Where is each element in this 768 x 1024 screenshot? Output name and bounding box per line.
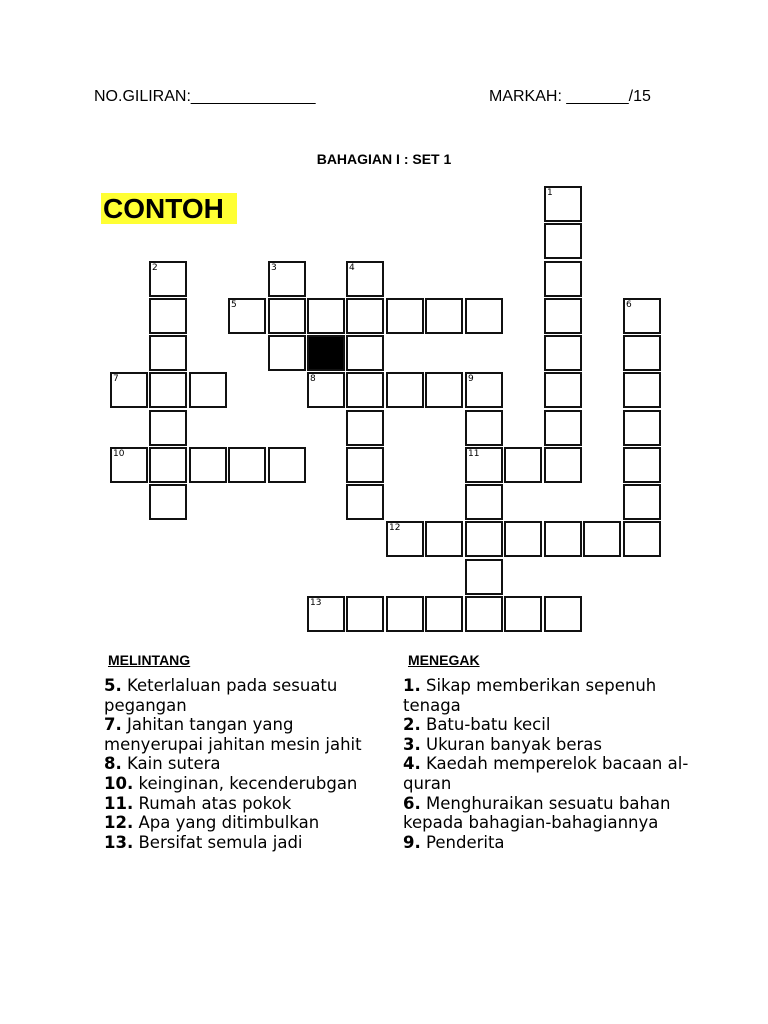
grid-cell[interactable]	[623, 335, 661, 371]
grid-cell[interactable]	[189, 372, 227, 408]
clue-text: Keterlaluan pada sesuatu pegangan	[104, 676, 338, 715]
grid-cell[interactable]	[189, 447, 227, 483]
down-clue	[403, 676, 703, 715]
across-clue	[104, 676, 394, 715]
cell-number: 9	[468, 374, 474, 384]
example-label: CONTOH	[101, 193, 237, 224]
clue-text: Rumah atas pokok	[133, 793, 292, 813]
grid-cell[interactable]	[307, 298, 345, 334]
grid-cell[interactable]	[544, 335, 582, 371]
cell-number: 8	[310, 374, 316, 384]
grid-cell[interactable]	[110, 447, 148, 483]
cell-number: 12	[389, 523, 401, 533]
grid-cell[interactable]	[149, 484, 187, 520]
grid-cell[interactable]	[465, 559, 503, 595]
down-clue	[403, 794, 703, 833]
clue-number: 10.	[104, 773, 134, 793]
across-clue	[104, 833, 394, 853]
grid-cell[interactable]	[268, 261, 306, 297]
grid-cell[interactable]	[346, 335, 384, 371]
clue-text: Batu-batu kecil	[420, 715, 551, 735]
grid-cell[interactable]	[425, 521, 463, 557]
grid-cell[interactable]	[465, 372, 503, 408]
clue-text: keinginan, kecenderubgan	[133, 773, 358, 793]
grid-cell[interactable]	[346, 410, 384, 446]
down-clue	[403, 754, 703, 793]
clue-number: 4.	[403, 754, 421, 774]
clue-text: Menghuraikan sesuatu bahan kepada bahagian-bahagiannya	[403, 793, 671, 833]
grid-cell[interactable]	[346, 596, 384, 632]
grid-cell[interactable]	[504, 596, 542, 632]
clue-text: Kaedah memperelok bacaan al-quran	[403, 754, 689, 793]
grid-cell[interactable]	[268, 298, 306, 334]
grid-cell[interactable]	[623, 372, 661, 408]
across-clue	[104, 715, 394, 754]
grid-cell[interactable]	[623, 298, 661, 334]
grid-cell[interactable]	[149, 410, 187, 446]
cell-number: 5	[231, 300, 237, 310]
grid-cell[interactable]	[465, 410, 503, 446]
cell-number: 6	[626, 300, 632, 310]
clue-number: 13.	[104, 832, 134, 852]
grid-cell[interactable]	[346, 484, 384, 520]
down-heading: MENEGAK	[408, 652, 480, 668]
across-clue	[104, 794, 394, 814]
grid-cell[interactable]	[425, 596, 463, 632]
grid-cell[interactable]	[465, 521, 503, 557]
clue-number: 6.	[403, 793, 421, 813]
grid-cell[interactable]	[544, 447, 582, 483]
clue-number: 1.	[403, 676, 421, 695]
grid-cell[interactable]	[425, 298, 463, 334]
grid-cell[interactable]	[465, 447, 503, 483]
cell-number: 3	[271, 263, 277, 273]
grid-cell[interactable]	[465, 484, 503, 520]
down-clue	[403, 735, 703, 755]
grid-cell[interactable]	[346, 298, 384, 334]
across-clue	[104, 813, 394, 833]
grid-cell[interactable]	[544, 410, 582, 446]
across-clue	[104, 774, 394, 794]
grid-cell[interactable]	[623, 410, 661, 446]
clue-number: 12.	[104, 813, 134, 833]
grid-cell[interactable]	[228, 447, 266, 483]
grid-cell[interactable]	[149, 335, 187, 371]
cell-number: 4	[349, 263, 355, 273]
clue-text: Apa yang ditimbulkan	[133, 813, 320, 833]
grid-cell[interactable]	[425, 372, 463, 408]
grid-cell[interactable]	[544, 298, 582, 334]
clue-text: Bersifat semula jadi	[133, 832, 303, 852]
grid-cell[interactable]	[268, 447, 306, 483]
clue-number: 8.	[104, 754, 122, 774]
grid-cell[interactable]	[504, 447, 542, 483]
across-clue-list	[104, 676, 394, 852]
cell-number: 13	[310, 598, 322, 608]
grid-cell[interactable]	[623, 447, 661, 483]
grid-cell[interactable]	[268, 335, 306, 371]
grid-cell[interactable]	[307, 596, 345, 632]
grid-cell[interactable]	[465, 596, 503, 632]
down-clue-list	[403, 676, 703, 852]
grid-cell[interactable]	[544, 261, 582, 297]
grid-cell[interactable]	[110, 372, 148, 408]
cell-number: 2	[152, 263, 158, 273]
grid-cell[interactable]	[307, 372, 345, 408]
clue-number: 11.	[104, 793, 134, 813]
section-title: BAHAGIAN I : SET 1	[316, 151, 452, 167]
grid-cell[interactable]	[149, 372, 187, 408]
cell-number: 10	[113, 449, 125, 459]
grid-cell[interactable]	[386, 372, 424, 408]
clue-text: Kain sutera	[121, 754, 221, 774]
grid-cell[interactable]	[623, 521, 661, 557]
clue-text: Ukuran banyak beras	[420, 734, 603, 754]
clue-number: 2.	[403, 715, 421, 735]
grid-cell[interactable]	[386, 298, 424, 334]
down-clue	[403, 715, 703, 735]
cell-number: 1	[547, 188, 553, 198]
candidate-number-field: NO.GILIRAN:______________	[94, 88, 316, 105]
grid-cell[interactable]	[346, 447, 384, 483]
down-clue	[403, 833, 703, 853]
grid-cell[interactable]	[228, 298, 266, 334]
grid-cell-blocked	[307, 335, 345, 371]
grid-cell[interactable]	[583, 521, 621, 557]
grid-cell[interactable]	[386, 521, 424, 557]
clue-text: Sikap memberikan sepenuh tenaga	[403, 676, 657, 715]
grid-cell[interactable]	[346, 261, 384, 297]
grid-cell[interactable]	[544, 521, 582, 557]
cell-number: 7	[113, 374, 119, 384]
grid-cell[interactable]	[623, 484, 661, 520]
grid-cell[interactable]	[149, 261, 187, 297]
grid-cell[interactable]	[504, 521, 542, 557]
grid-cell[interactable]	[544, 186, 582, 222]
across-clue	[104, 754, 394, 774]
clue-text: Penderita	[420, 832, 505, 852]
grid-cell[interactable]	[544, 596, 582, 632]
grid-cell[interactable]	[149, 298, 187, 334]
cell-number: 11	[468, 449, 480, 459]
marks-field: MARKAH: _______/15	[489, 88, 651, 105]
grid-cell[interactable]	[386, 596, 424, 632]
grid-cell[interactable]	[465, 298, 503, 334]
clue-number: 3.	[403, 734, 421, 754]
grid-cell[interactable]	[346, 372, 384, 408]
grid-cell[interactable]	[544, 372, 582, 408]
across-heading: MELINTANG	[108, 652, 191, 668]
clue-text: Jahitan tangan yang menyerupai jahitan mesin jahit	[104, 715, 362, 754]
grid-cell[interactable]	[544, 223, 582, 259]
clue-number: 7.	[104, 715, 122, 735]
grid-cell[interactable]	[149, 447, 187, 483]
clue-number: 5.	[104, 676, 122, 695]
clue-number: 9.	[403, 832, 421, 852]
